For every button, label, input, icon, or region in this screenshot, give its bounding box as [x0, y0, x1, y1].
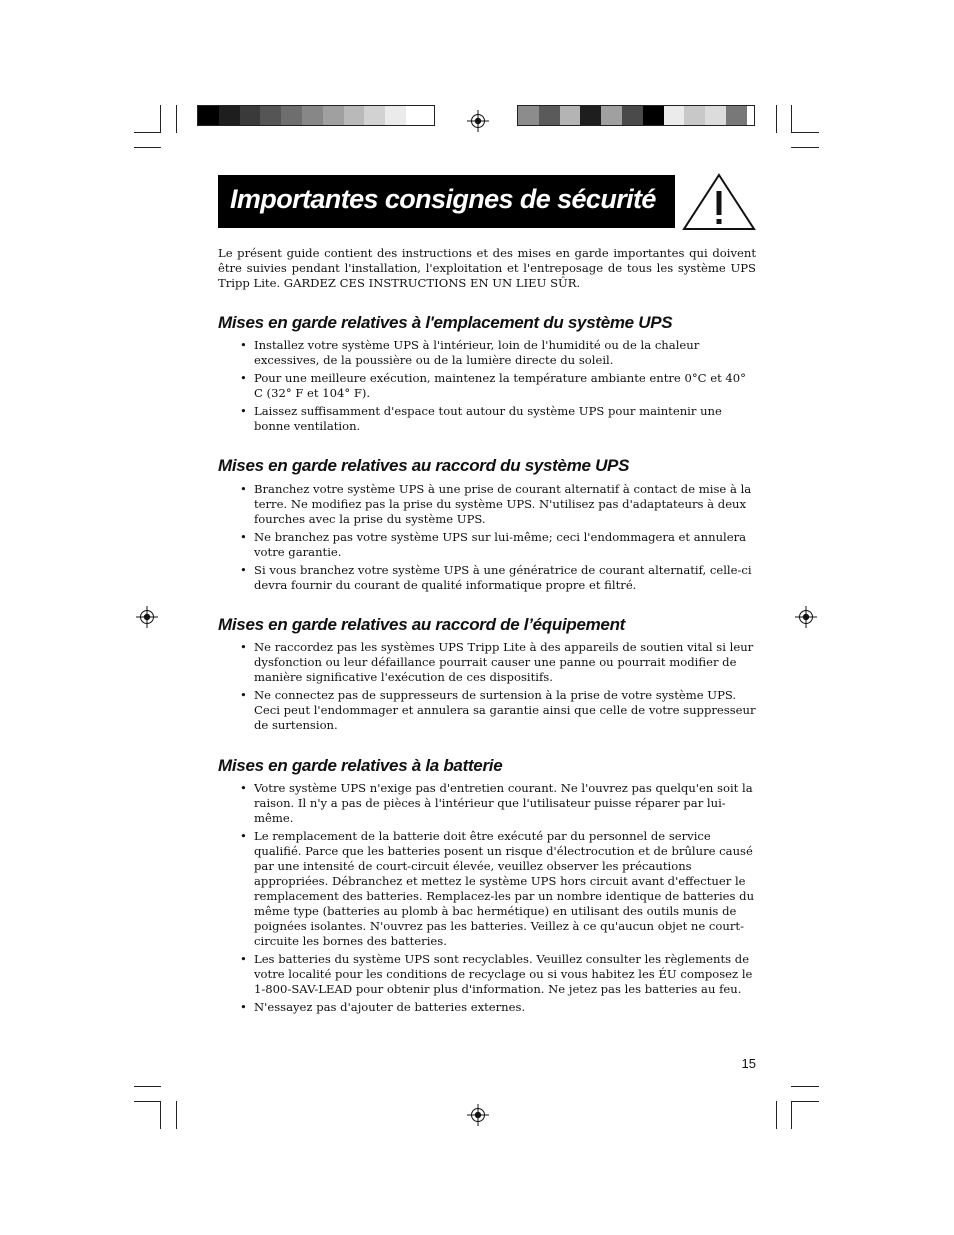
color-swatch [643, 106, 664, 125]
color-swatch [726, 106, 747, 125]
section-heading: Mises en garde relatives au raccord de l’équipement [218, 615, 626, 634]
crop-mark [176, 1101, 177, 1129]
color-swatch [664, 106, 685, 125]
color-swatch [302, 106, 323, 125]
color-swatch [323, 106, 344, 125]
crop-mark [791, 1086, 819, 1087]
page-title: Importantes consignes de sécurité [230, 184, 656, 214]
intro-paragraph: Le présent guide contient des instructions et des mises en garde importantes qui doivent être suivies pendant l'installation, l'exploitation et l'entreposage de tous les système UPS Tripp Lite. GARDEZ CES INSTRUCTIONS EN UN LIEU SÛR. [218, 246, 756, 290]
color-swatch [406, 106, 427, 125]
crop-mark [791, 1101, 819, 1102]
color-swatch [705, 106, 726, 125]
crop-mark [134, 1086, 161, 1087]
color-swatch [580, 106, 601, 125]
color-swatch [364, 106, 385, 125]
color-swatch [219, 106, 240, 125]
section-heading: Mises en garde relatives à la batterie [218, 756, 503, 775]
color-swatch [622, 106, 643, 125]
registration-mark-icon [795, 606, 817, 628]
crop-mark [160, 1101, 161, 1129]
list-item: • Ne raccordez pas les systèmes UPS Tripp Lite à des appareils de soutien vital si leur dysfonction ou leur défaillance pourrait causer une panne ou pourrait modifier de manière significative l'exécution de ces dispositifs. [238, 640, 756, 685]
section-heading: Mises en garde relatives au raccord du système UPS [218, 456, 630, 475]
crop-mark [134, 1101, 161, 1102]
list-item: • Votre système UPS n'exige pas d'entretien courant. Ne l'ouvrez pas quelqu'en soit la raison. Il n'y a pas de pièces à l'intérieur que l'utilisateur puisse réparer par lui-même. [238, 781, 756, 826]
registration-mark-icon [136, 606, 158, 628]
list-item: • Installez votre système UPS à l'intérieur, loin de l'humidité ou de la chaleur excessives, de la poussière ou de la lumière directe du soleil. [238, 338, 756, 368]
title-banner [218, 175, 675, 228]
list-item: • Si vous branchez votre système UPS à une génératrice de courant alternatif, celle-ci devra fournir du courant de qualité informatique propre et filtré. [238, 563, 756, 593]
color-swatch [385, 106, 406, 125]
color-swatch [281, 106, 302, 125]
crop-mark [791, 147, 819, 148]
list-item: • N'essayez pas d'ajouter de batteries externes. [238, 1000, 756, 1015]
color-swatch [260, 106, 281, 125]
registration-mark-icon [467, 1104, 489, 1126]
bullet-list [238, 640, 756, 736]
list-item: • Le remplacement de la batterie doit être exécuté par du personnel de service qualifié. Parce que les batteries posent un risque d'électrocution et de brûlure causé par une intensité de court-circuit élevée, veuillez observer les précautions appropriées. Débranchez et mettez le système UPS hors circuit avant d'effectuer le remplacement des batteries. Remplacez-les par un nombre identique de batteries du même type (batteries au plomb à bac hermétique) en utilisant des outils munis de poignées isolantes. N'ouvrez pas les batteries. Veillez à ce qu'aucun objet ne court-circuite les bornes des batteries. [238, 829, 756, 949]
color-swatch [344, 106, 365, 125]
list-item: • Ne branchez pas votre système UPS sur lui-même; ceci l'endommagera et annulera votre garantie. [238, 530, 756, 560]
crop-mark [791, 132, 819, 133]
crop-mark [176, 105, 177, 133]
color-swatch [240, 106, 261, 125]
color-swatch [601, 106, 622, 125]
bullet-list [238, 781, 756, 1018]
color-swatch [684, 106, 705, 125]
section-heading: Mises en garde relatives à l'emplacement du système UPS [218, 313, 673, 332]
crop-mark [134, 132, 161, 133]
crop-mark [776, 105, 777, 133]
bullet-list [238, 482, 756, 596]
registration-mark-icon [467, 110, 489, 132]
page-number: 15 [741, 1056, 756, 1071]
bullet-list [238, 338, 756, 437]
color-swatch [518, 106, 539, 125]
warning-triangle-icon [682, 173, 756, 231]
list-item: • Pour une meilleure exécution, maintenez la température ambiante entre 0°C et 40° C (32° F et 104° F). [238, 371, 756, 401]
color-swatch [198, 106, 219, 125]
crop-mark [134, 147, 161, 148]
color-calibration-bar-left [197, 105, 435, 126]
color-calibration-bar-right [517, 105, 755, 126]
crop-mark [776, 1101, 777, 1129]
color-swatch [539, 106, 560, 125]
crop-mark [791, 105, 792, 133]
list-item: • Les batteries du système UPS sont recyclables. Veuillez consulter les règlements de votre localité pour les conditions de recyclage ou si vous habitez les ÉU composez le 1-800-SAV-LEAD pour obtenir plus d'information. Ne jetez pas les batteries au feu. [238, 952, 756, 997]
list-item: • Laissez suffisamment d'espace tout autour du système UPS pour maintenir une bonne ventilation. [238, 404, 756, 434]
crop-mark [791, 1101, 792, 1129]
list-item: • Ne connectez pas de suppresseurs de surtension à la prise de votre système UPS. Ceci peut l'endommager et annulera sa garantie ainsi que celle de votre suppresseur de surtension. [238, 688, 756, 733]
crop-mark [160, 105, 161, 133]
list-item: • Branchez votre système UPS à une prise de courant alternatif à contact de mise à la terre. Ne modifiez pas la prise du système UPS. N'utilisez pas d'adaptateurs à deux fourches avec la prise du système UPS. [238, 482, 756, 527]
color-swatch [560, 106, 581, 125]
